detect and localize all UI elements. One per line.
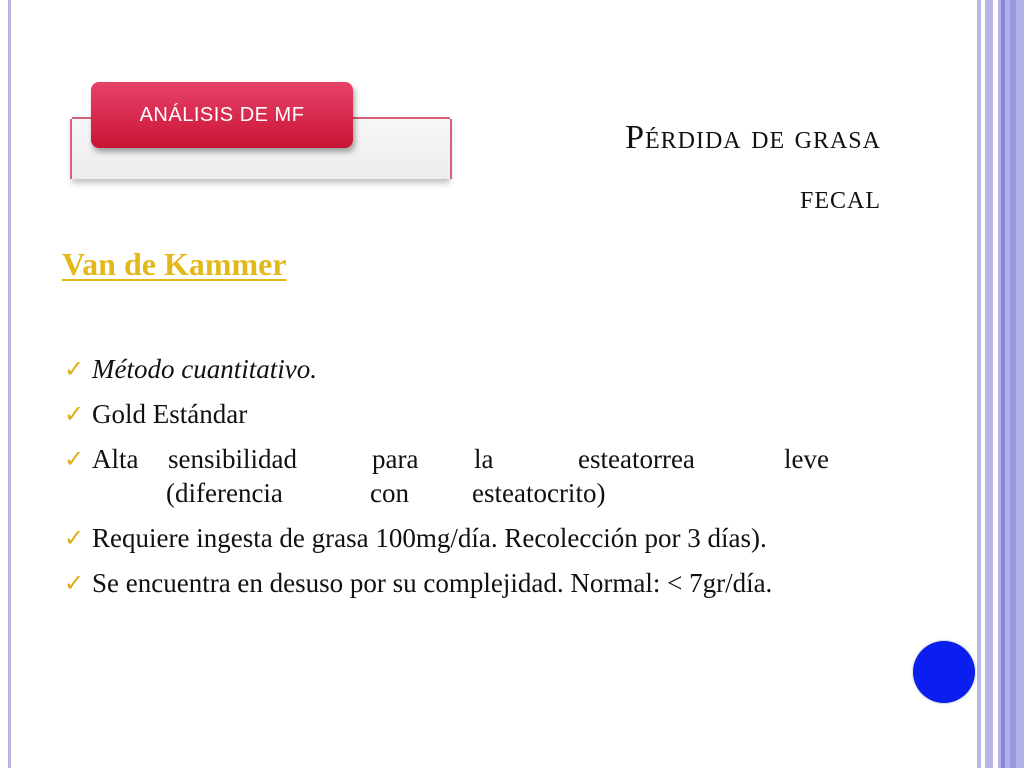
right-border-3 <box>998 0 1024 768</box>
item-text: Requiere ingesta de grasa 100mg/día. Recolección por 3 días). <box>92 523 767 553</box>
item-text: Método cuantitativo. <box>92 354 317 384</box>
check-icon: ✓ <box>64 445 85 473</box>
item-word: (diferencia <box>166 478 283 508</box>
section-tag <box>91 82 353 148</box>
item-word: sensibilidad <box>168 444 297 474</box>
item-word: esteatocrito) <box>472 478 606 508</box>
list-item <box>62 397 880 431</box>
list-item <box>62 442 880 510</box>
item-row-2 <box>92 476 880 510</box>
item-word: leve <box>784 444 829 474</box>
check-icon: ✓ <box>64 355 85 383</box>
item-word: con <box>370 478 409 508</box>
bullet-list <box>62 352 880 611</box>
check-icon: ✓ <box>64 524 85 552</box>
item-word: Alta <box>92 444 139 474</box>
right-border-2 <box>985 0 993 768</box>
check-icon: ✓ <box>64 400 85 428</box>
method-heading: Van de Kammer <box>62 246 287 282</box>
slide-title-line2: fecal <box>799 179 881 216</box>
item-word: esteatorrea <box>578 444 695 474</box>
section-tag-label: ANÁLISIS DE MF <box>139 103 305 126</box>
item-word: para <box>372 444 419 474</box>
slide-title <box>625 108 881 228</box>
item-row-1 <box>92 442 880 476</box>
left-border <box>8 0 11 768</box>
blue-dot-decoration <box>913 641 975 703</box>
item-text: Se encuentra en desuso por su complejidad. Normal: < 7gr/día. <box>92 568 773 598</box>
list-item <box>62 352 880 386</box>
slide-title-line1: Pérdida de grasa <box>625 119 881 156</box>
right-border-1 <box>977 0 981 768</box>
check-icon: ✓ <box>64 569 85 597</box>
item-text: Gold Estándar <box>92 399 248 429</box>
list-item <box>62 566 880 600</box>
list-item <box>62 521 880 555</box>
item-word: la <box>474 444 494 474</box>
